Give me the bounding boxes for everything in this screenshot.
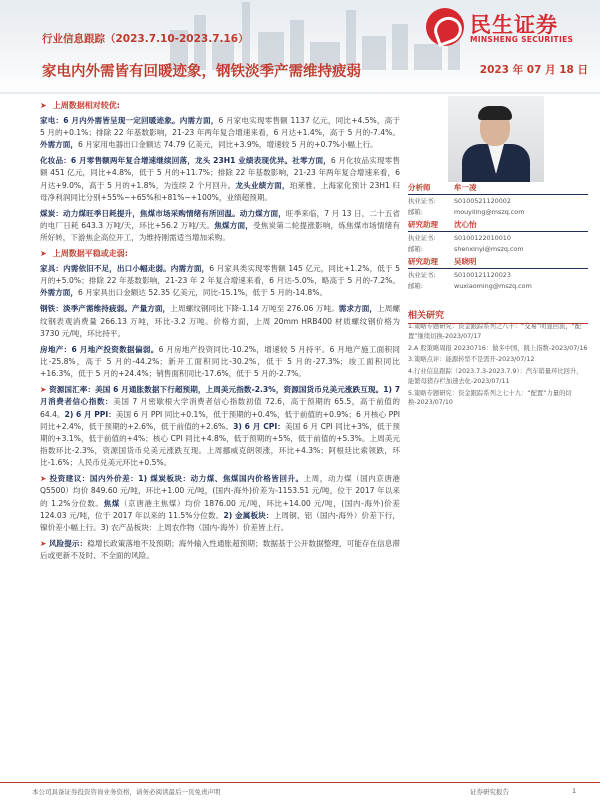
paragraph-investment: ➤ 投资建议：国内外价差：1) 煤炭板块：动力煤、焦煤国内价格皆回升。上周，动力煤（国内京唐港 Q5500）均价 849.60 元/吨，环比+1.00 元/吨，(国内-海外)价差为-1153.51 元/吨，位于 2017 年以来的 1.2%分位数。焦煤（京唐港主焦煤）均价 1876.00 元/吨，环比+14.00 元/吨，(国内-海外)价差 124.03 元/吨，位于 2017 年以来的 11.5%分位数。2) 金属板块：上周铜、铝（国内-海外）价差下行，镍价差小幅上行。3) 农产品板块：上周农作物（国内-海外）价差皆上行。	[40, 474, 400, 532]
related-research-item[interactable]: 1.策略专题研究：资金跟踪系列之八十：“交易”明显回流，“配置”继续切换-2023/07/17	[408, 323, 582, 340]
analyst-name: 牟一凌	[454, 183, 477, 192]
analyst-role: 研究助理	[408, 257, 438, 266]
header-banner	[0, 0, 600, 96]
logo-en-text: MINSHENG SECURITIES	[470, 35, 574, 44]
section-heading: ➤ 上周数据平稳或走弱:	[40, 249, 128, 259]
email-link[interactable]: shenxinyi@mszq.com	[454, 244, 524, 253]
analyst-block	[408, 219, 588, 254]
report-type: 行业信息跟踪（2023.7.10-2023.7.16）	[42, 33, 249, 45]
related-research-item[interactable]: 4.行业信息跟踪（2023.7.3-2023.7.9）：汽车销量环比回升，能繁母猪存栏加速去化-2023/07/11	[408, 368, 583, 385]
paragraph-home-appliance: 家电：6 月内外需皆呈现一定回暖迹象。内需方面，6 月家电实现零售额 1137 亿元，同比+4.5%，高于 5 月的+0.1%；排除 22 年基数影响，21-23 年两年复合增速来看，6 月达+1.4%，高于 5 月的-7.4%。外需方面，6 月家用电器出口金额达 74.79 亿美元，同比+3.9%，增速较 5 月的+0.7%小幅上行。	[40, 115, 400, 150]
cert-number: S0100121120023	[454, 270, 511, 279]
footer-disclaimer: 本公司具备证券投资咨询业务资格，请务必阅读最后一页免责声明	[32, 788, 221, 796]
analyst-block	[408, 256, 588, 291]
analyst-name: 吴晓明	[454, 257, 477, 266]
analyst-block	[408, 182, 588, 217]
analyst-name: 沈心怡	[454, 220, 477, 229]
analyst-role: 研究助理	[408, 220, 438, 229]
paragraph-resource-fx: ➤ 资源国汇率：美国 6 月通胀数据下行超预期，上周美元指数-2.3%，资源国货币兑美元涨跌互现。1) 7 月消费者信心指数：美国 7 月密歇根大学消费者信心指数初值 72.6，高于预期的 65.5，高于前值的 64.4。2) 6 月 PPI：美国 6 月 PPI 同比+0.1%，低于预期的+0.4%，低于前值的+0.9%；6 月核心 PPI 同比+2.4%，低于预期的+2.6%，低于前值的+2.6%。3) 6 月 CPI：美国 6 月 CPI 同比+3%，低于预期的+3.1%，低于前值的+4%；核心 CPI 同比+4.8%，低于预期的+5%，低于前值的+5.3%。上周美元指数环比-2.3%，资源国货币兑美元涨跌互现。上周挪威克朗领涨，环比+4.3%；阿根廷比索领跌，环比-1.6%；人民币兑美元环比+0.5%。	[40, 385, 400, 468]
arrow-icon: ➤	[40, 249, 47, 259]
paragraph-cosmetics: 化妆品：6 月零售额两年复合增速继续回落，龙头 23H1 业绩表现优异。社零方面，6 月化妆品实现零售额 451 亿元，同比+4.8%，低于 5 月的+11.7%；排除 22 年基数影响，21-23 年两年复合增速来看，6 月达+9.0%，高于 5 月的+1.8%，为连续 2 个月回升。龙头业绩方面，珀莱雅、上海家化预计 23H1 归母净利润同比分别+55%~+65%和+81%~+100%，业绩超预期。	[40, 156, 401, 202]
related-research-item[interactable]: 5.策略专题研究：资金跟踪系列之七十九：“配置”力量的切换-2023/07/10	[408, 389, 572, 407]
paragraph-furniture: 家具：内需依旧不足，出口小幅走弱。内需方面，6 月家具类实现零售额 145 亿元，同比+1.2%，低于 5 月的+5.0%；排除 22 年基数影响，21-23 年 2 年复合增速来看，6 月达-5.0%，略高于 5 月的-7.2%。外需方面，6 月家具出口金额达 52.35 亿美元，同比-15.1%，低于 5 月的-14.8%。	[40, 264, 400, 298]
cert-number: S0100521120002	[454, 196, 511, 205]
analyst-photo	[448, 96, 544, 182]
cert-label: 执业证书:	[408, 234, 436, 242]
email-label: 邮箱:	[408, 282, 423, 290]
related-research-list	[408, 322, 588, 410]
paragraph-real-estate: 房地产：6 月地产投资数据偏弱。6 月房地产投资同比-10.2%，增速较 5 月持平。6 月地产施工面积同比-25.8%，高于 5 月的-44.2%；新开工面积同比-30.2%，低于 5 月的-27.3%；竣工面积同比+16.3%，低于 5 月的+24.4%；销售面积同比-17.6%，低于 5 月的-2.7%。	[40, 344, 400, 379]
page-number: 1	[572, 787, 577, 795]
related-research-item[interactable]: 2.A 股策略周报 20230716：做多中国，跳上指数-2023/07/16	[408, 344, 588, 352]
logo-cn-text: 民生证券	[470, 13, 558, 37]
report-title: 家电内外需皆有回暖迹象，钢铁淡季产需维持疲弱	[42, 64, 361, 80]
arrow-icon: ➤	[40, 538, 50, 548]
section-heading: ➤ 上周数据相对较优:	[40, 101, 120, 110]
report-date: 2023 年 07 月 18 日	[479, 64, 588, 76]
cert-label: 执业证书:	[408, 271, 436, 279]
paragraph-coal: 煤炭：动力煤旺季日耗提升，焦煤市场采购情绪有所回温。动力煤方面，旺季来临，7 月 13 日，二十五省的电厂日耗 643.3 万吨/天，环比+56.2 万吨/天。焦煤方面，受焦炭第二轮提涨影响，炼焦煤市场情绪有所好转，下游焦企高位开工，为维持刚需适当增加采购。	[40, 208, 401, 243]
paragraph-risk: ➤ 风险提示：稳增长政策落地不及预期；海外输入性通胀超预期；数据基于公开数据整理，可能存在信息滞后或更新不及时、不全面的风险。	[40, 538, 400, 561]
photo-hair	[478, 106, 512, 120]
main-content	[40, 100, 400, 566]
page-footer	[0, 782, 600, 800]
minsheng-logo	[426, 8, 586, 48]
analyst-list	[408, 182, 588, 293]
paragraph-steel: 钢铁：淡季产需维持疲弱。产量方面，上周螺纹钢同比下降-1.14 万吨至 276.06 万吨。需求方面，上周螺纹钢表观消费量 266.13 万吨，环比-3.2 万吨。价格方面，上周 20mm HRB400 材质螺纹钢价格为 3730 元/吨，环比持平。	[40, 304, 401, 338]
email-label: 邮箱:	[408, 245, 423, 253]
related-research-heading: 相关研究	[408, 308, 588, 324]
footer-report-label: 证券研究报告	[470, 788, 509, 796]
analyst-role: 分析师	[408, 183, 431, 192]
arrow-icon: ➤	[40, 474, 50, 484]
related-research-item[interactable]: 3.策略点评：能源转型不是需开-2023/07/12	[408, 356, 535, 364]
cert-label: 执业证书:	[408, 197, 436, 205]
logo-mark-icon	[426, 8, 464, 46]
banner-divider	[0, 92, 600, 94]
arrow-icon: ➤	[40, 385, 50, 395]
email-label: 邮箱:	[408, 208, 423, 216]
email-link[interactable]: mouyiling@mszq.com	[454, 207, 525, 216]
arrow-icon: ➤	[40, 101, 47, 110]
email-link[interactable]: wuxiaoming@mszq.com	[454, 281, 532, 290]
cert-number: S0100122010010	[454, 233, 511, 242]
